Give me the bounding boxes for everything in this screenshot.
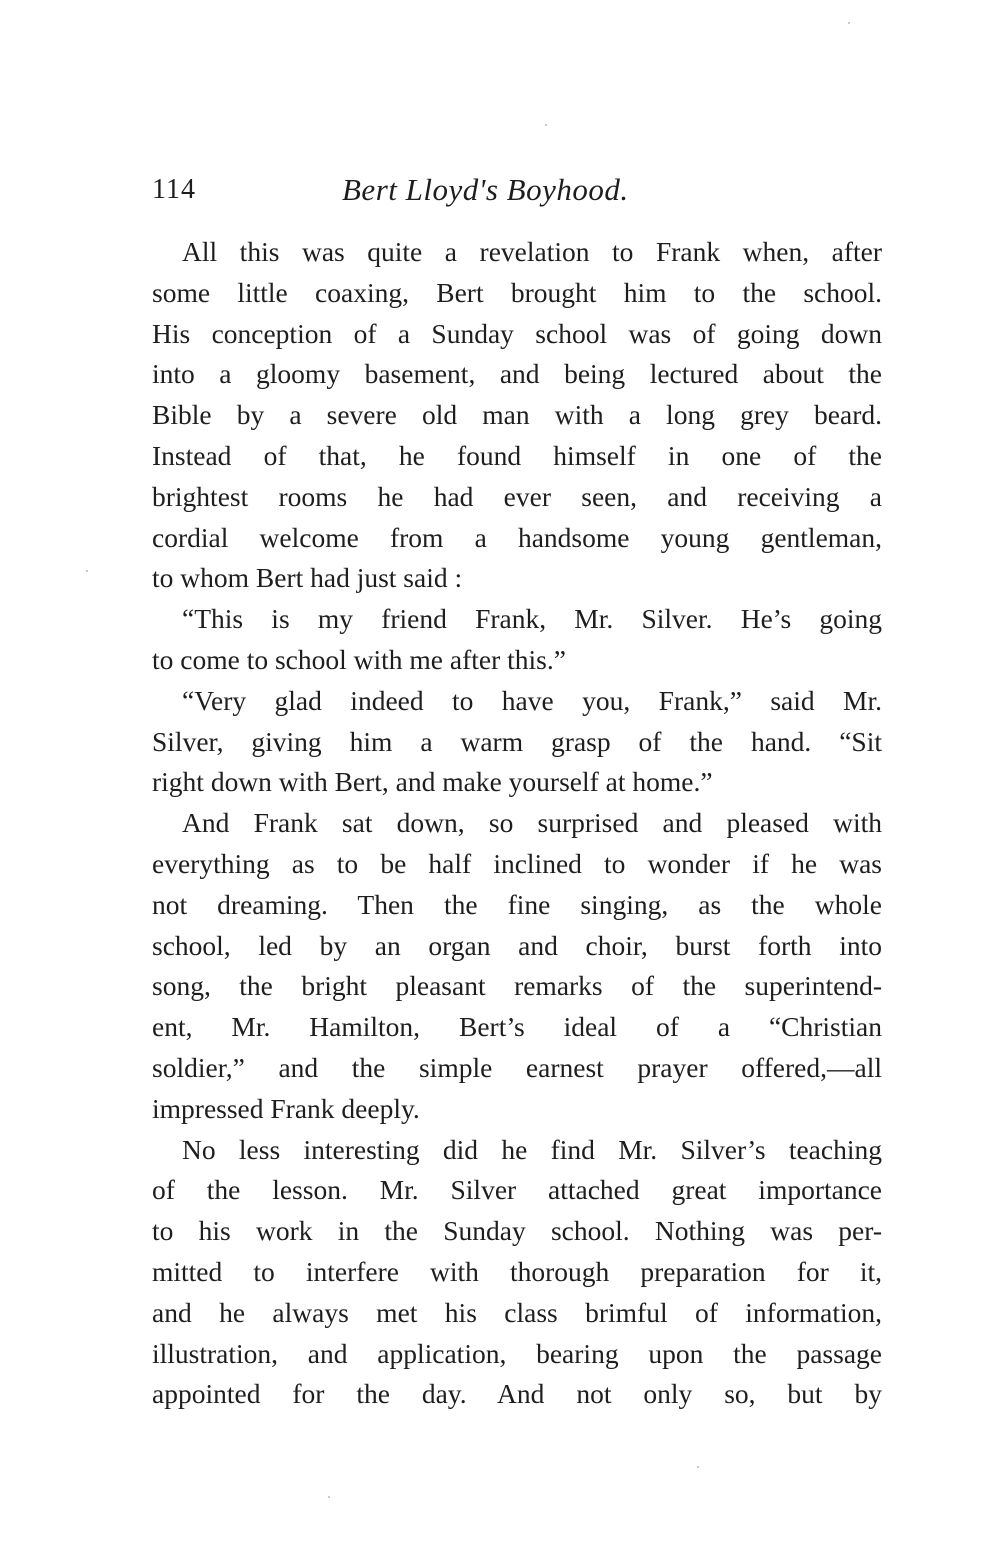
text-line-19: song, the bright pleasant remarks of the superintend- xyxy=(152,970,882,1002)
paper-speck xyxy=(848,22,850,24)
text-line-16: everything as to be half inclined to wonder if he was xyxy=(152,847,882,879)
text-line-20: ent, Mr. Hamilton, Bert’s ideal of a “Christian xyxy=(152,1011,882,1043)
text-line-6: Instead of that, he found himself in one of the xyxy=(152,439,882,471)
text-line-22: impressed Frank deeply. xyxy=(152,1092,420,1124)
text-line-14: right down with Bert, and make yourself at home.” xyxy=(152,766,713,798)
text-line-3: His conception of a Sunday school was of going down xyxy=(152,317,882,349)
paper-speck xyxy=(328,1496,330,1498)
text-line-7: brightest rooms he had ever seen, and receiving a xyxy=(152,480,882,512)
text-line-8: cordial welcome from a handsome young gentleman, xyxy=(152,521,882,553)
text-line-4: into a gloomy basement, and being lectured about the xyxy=(152,358,882,390)
text-line-13: Silver, giving him a warm grasp of the hand. “Sit xyxy=(152,725,882,757)
text-line-10: “This is my friend Frank, Mr. Silver. He’s going xyxy=(182,603,882,635)
text-line-12: “Very glad indeed to have you, Frank,” said Mr. xyxy=(182,684,882,716)
text-line-11: to come to school with me after this.” xyxy=(152,643,566,675)
paper-speck xyxy=(697,1466,699,1468)
text-line-23: No less interesting did he find Mr. Silver’s teaching xyxy=(182,1133,882,1165)
text-line-27: and he always met his class brimful of information, xyxy=(152,1296,882,1328)
text-line-29: appointed for the day. And not only so, but by xyxy=(152,1378,882,1410)
text-line-2: some little coaxing, Bert brought him to the school. xyxy=(152,276,882,308)
text-line-26: mitted to interfere with thorough preparation for it, xyxy=(152,1255,882,1287)
paper-speck xyxy=(86,570,88,572)
running-title: Bert Lloyd's Boyhood. xyxy=(342,172,629,207)
text-line-9: to whom Bert had just said : xyxy=(152,562,463,594)
text-line-28: illustration, and application, bearing upon the passage xyxy=(152,1337,882,1369)
text-line-21: soldier,” and the simple earnest prayer offered,—all xyxy=(152,1051,882,1083)
body-text xyxy=(152,232,882,1415)
page-number: 114 xyxy=(152,174,196,205)
text-line-5: Bible by a severe old man with a long grey beard. xyxy=(152,399,882,431)
running-head xyxy=(152,170,882,214)
text-line-17: not dreaming. Then the fine singing, as the whole xyxy=(152,888,882,920)
paper-speck xyxy=(545,124,547,126)
text-line-15: And Frank sat down, so surprised and pleased with xyxy=(182,807,882,839)
text-line-18: school, led by an organ and choir, burst forth into xyxy=(152,929,882,961)
text-line-25: to his work in the Sunday school. Nothing was per- xyxy=(152,1215,882,1247)
text-line-1: All this was quite a revelation to Frank when, after xyxy=(182,236,882,267)
text-line-24: of the lesson. Mr. Silver attached great importance xyxy=(152,1174,882,1206)
